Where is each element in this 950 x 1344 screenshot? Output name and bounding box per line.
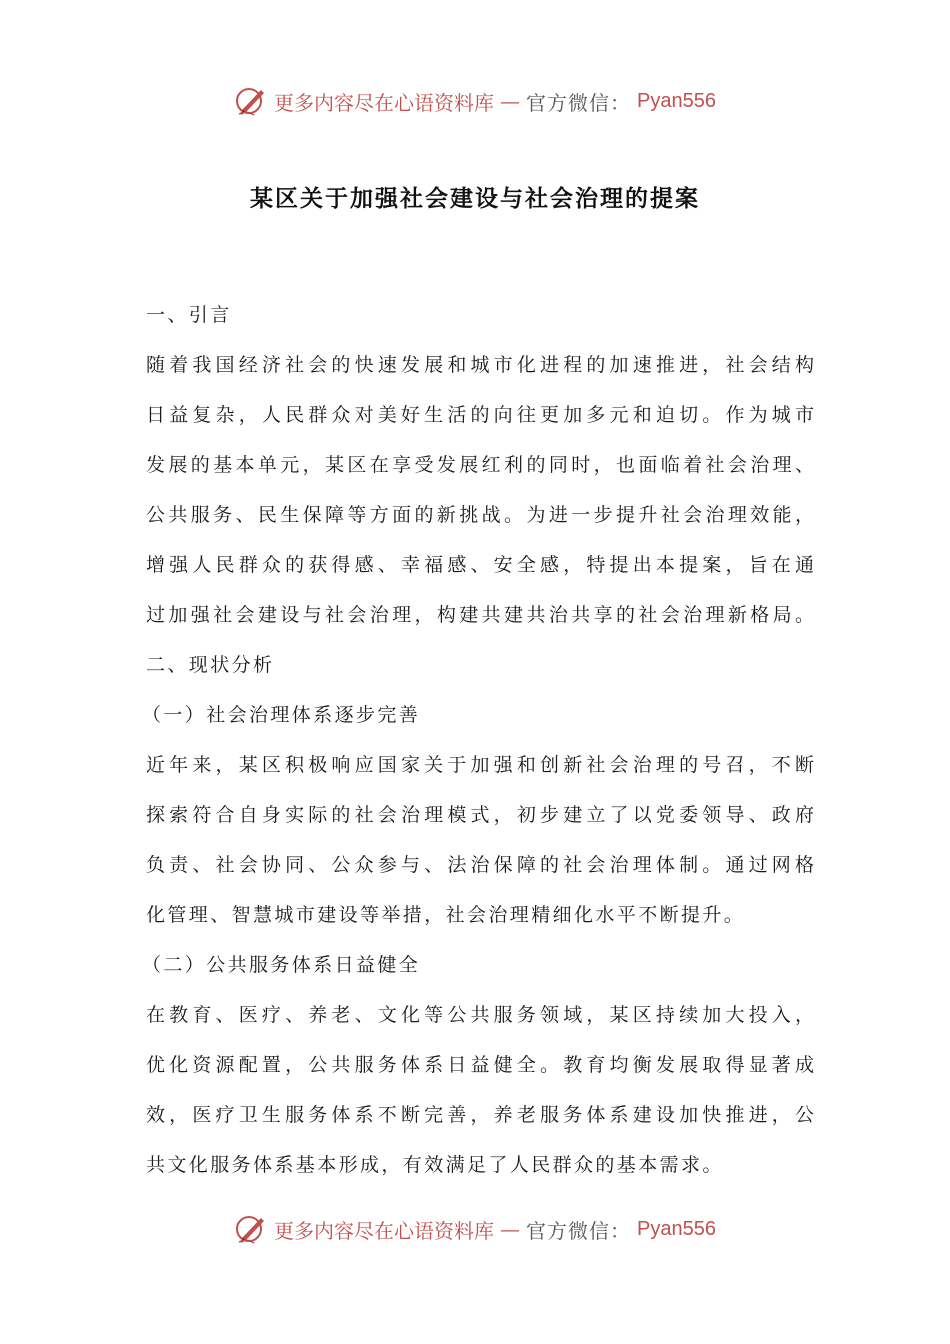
paragraph-line: 效，医疗卫生服务体系不断完善，养老服务体系建设加快推进，公 bbox=[146, 1104, 814, 1126]
paragraph-line: 在教育、医疗、养老、文化等公共服务领域，某区持续加大投入， bbox=[146, 1004, 814, 1026]
pen-logo-icon bbox=[234, 1212, 268, 1246]
paragraph-line: 日益复杂，人民群众对美好生活的向往更加多元和迫切。作为城市 bbox=[146, 404, 814, 426]
section-heading-introduction: 一、引言 bbox=[146, 304, 232, 326]
footer-watermark bbox=[0, 1212, 950, 1246]
paragraph-line: 发展的基本单元，某区在享受发展红利的同时，也面临着社会治理、 bbox=[146, 454, 814, 476]
pen-logo-icon bbox=[234, 84, 268, 118]
subsection-heading-public-services: （二）公共服务体系日益健全 bbox=[142, 954, 421, 976]
watermark-label: 官方微信： bbox=[526, 90, 632, 115]
paragraph-line: 近年来，某区积极响应国家关于加强和创新社会治理的号召，不断 bbox=[146, 754, 814, 776]
paragraph-line: 随着我国经济社会的快速发展和城市化进程的加速推进，社会结构 bbox=[146, 354, 814, 376]
watermark-text: 更多内容尽在心语资料库 bbox=[274, 1218, 495, 1243]
paragraph-line: 探索符合自身实际的社会治理模式，初步建立了以党委领导、政府 bbox=[146, 804, 814, 826]
paragraph-line: 公共服务、民生保障等方面的新挑战。为进一步提升社会治理效能， bbox=[146, 504, 814, 526]
paragraph-line: 化管理、智慧城市建设等举措，社会治理精细化水平不断提升。 bbox=[146, 904, 746, 926]
paragraph-line: 负责、社会协同、公众参与、法治保障的社会治理体制。通过网格 bbox=[146, 854, 814, 876]
paragraph-line: 共文化服务体系基本形成，有效满足了人民群众的基本需求。 bbox=[146, 1154, 724, 1176]
subsection-heading-governance: （一）社会治理体系逐步完善 bbox=[142, 704, 421, 726]
watermark-wechat-id: Pyan556 bbox=[637, 1217, 716, 1240]
section-heading-analysis: 二、现状分析 bbox=[146, 654, 275, 676]
paragraph-line: 优化资源配置，公共服务体系日益健全。教育均衡发展取得显著成 bbox=[146, 1054, 814, 1076]
watermark-separator: — bbox=[500, 1217, 521, 1241]
watermark-wechat-id: Pyan556 bbox=[637, 89, 716, 112]
document-title: 某区关于加强社会建设与社会治理的提案 bbox=[250, 185, 700, 212]
paragraph-line: 过加强社会建设与社会治理，构建共建共治共享的社会治理新格局。 bbox=[146, 604, 814, 626]
header-watermark bbox=[0, 84, 950, 118]
watermark-label: 官方微信： bbox=[526, 1218, 632, 1243]
document-body bbox=[142, 290, 814, 1190]
paragraph-line: 增强人民群众的获得感、幸福感、安全感，特提出本提案，旨在通 bbox=[146, 554, 814, 576]
watermark-separator: — bbox=[500, 89, 521, 113]
watermark-text: 更多内容尽在心语资料库 bbox=[274, 90, 495, 115]
